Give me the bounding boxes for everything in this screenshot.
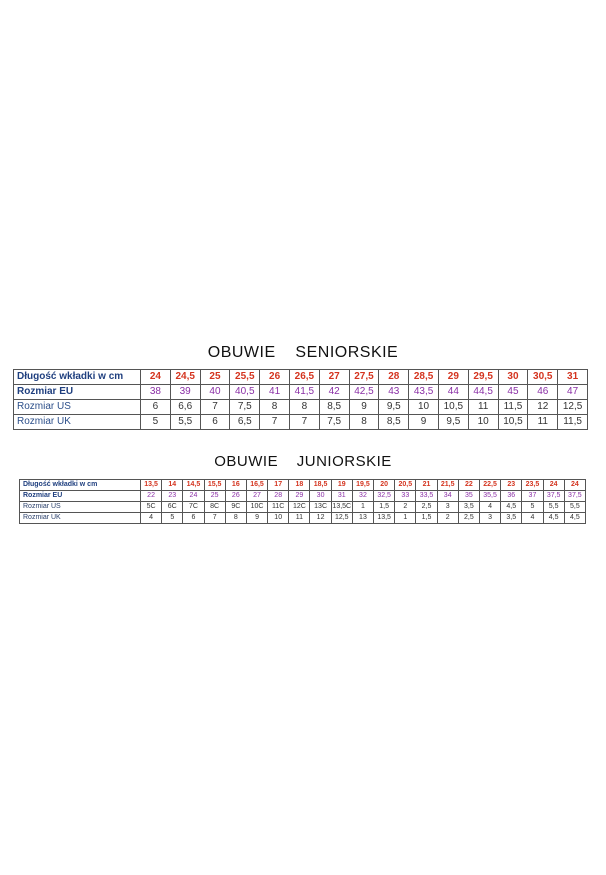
row-label: Długość wkładki w cm <box>14 370 141 385</box>
size-cell: 29 <box>438 370 468 385</box>
size-cell: 1,5 <box>416 513 437 524</box>
size-cell: 29 <box>289 491 310 502</box>
size-cell: 33 <box>395 491 416 502</box>
size-cell: 5 <box>141 415 171 430</box>
size-cell: 13C <box>310 502 331 513</box>
size-cell: 25,5 <box>230 370 260 385</box>
size-cell: 8,5 <box>379 415 409 430</box>
size-cell: 40,5 <box>230 385 260 400</box>
size-cell: 4,5 <box>501 502 522 513</box>
size-cell: 23,5 <box>522 480 543 491</box>
size-cell: 16 <box>225 480 246 491</box>
size-cell: 22 <box>140 491 161 502</box>
size-cell: 31 <box>558 370 588 385</box>
size-cell: 7 <box>260 415 290 430</box>
size-cell: 15,5 <box>204 480 225 491</box>
size-cell: 3 <box>479 513 500 524</box>
size-cell: 33,5 <box>416 491 437 502</box>
junior-uk-size-row <box>20 513 586 524</box>
size-cell: 6 <box>200 415 230 430</box>
junior-us-size-row <box>20 502 586 513</box>
size-cell: 29,5 <box>468 370 498 385</box>
size-cell: 10 <box>468 415 498 430</box>
senior-uk-size-row <box>14 415 588 430</box>
size-cell: 20 <box>374 480 395 491</box>
size-cell: 1,5 <box>374 502 395 513</box>
size-cell: 18 <box>289 480 310 491</box>
size-cell: 2,5 <box>458 513 479 524</box>
size-cell: 7 <box>200 400 230 415</box>
size-cell: 41,5 <box>289 385 319 400</box>
size-cell: 7C <box>183 502 204 513</box>
senior-section-title: OBUWIE SENIORSKIE <box>207 344 399 361</box>
size-cell: 28 <box>268 491 289 502</box>
size-cell: 22,5 <box>479 480 500 491</box>
size-cell: 10,5 <box>498 415 528 430</box>
row-label: Rozmiar US <box>14 400 141 415</box>
size-cell: 42,5 <box>349 385 379 400</box>
size-cell: 31 <box>331 491 352 502</box>
size-cell: 3 <box>437 502 458 513</box>
size-cell: 10,5 <box>438 400 468 415</box>
size-cell: 11,5 <box>498 400 528 415</box>
size-cell: 44 <box>438 385 468 400</box>
size-cell: 7 <box>289 415 319 430</box>
size-cell: 9,5 <box>438 415 468 430</box>
size-cell: 9,5 <box>379 400 409 415</box>
size-cell: 26 <box>225 491 246 502</box>
size-cell: 5C <box>140 502 161 513</box>
size-cell: 28,5 <box>409 370 439 385</box>
size-cell: 6C <box>162 502 183 513</box>
size-cell: 42 <box>319 385 349 400</box>
size-cell: 17 <box>268 480 289 491</box>
size-cell: 23 <box>501 480 522 491</box>
size-cell: 24 <box>183 491 204 502</box>
row-label: Rozmiar US <box>20 502 141 513</box>
size-cell: 28 <box>379 370 409 385</box>
junior-insole-length-row <box>20 480 586 491</box>
senior-insole-length-row <box>14 370 588 385</box>
size-cell: 18,5 <box>310 480 331 491</box>
size-cell: 9 <box>349 400 379 415</box>
size-cell: 5,5 <box>564 502 585 513</box>
size-cell: 27 <box>319 370 349 385</box>
size-cell: 3,5 <box>458 502 479 513</box>
size-cell: 23 <box>162 491 183 502</box>
size-cell: 8 <box>349 415 379 430</box>
size-cell: 8 <box>289 400 319 415</box>
row-label: Rozmiar EU <box>20 491 141 502</box>
size-cell: 3,5 <box>501 513 522 524</box>
junior-eu-size-row <box>20 491 586 502</box>
size-cell: 4 <box>479 502 500 513</box>
size-cell: 1 <box>395 513 416 524</box>
row-label: Rozmiar UK <box>14 415 141 430</box>
size-cell: 43,5 <box>409 385 439 400</box>
size-cell: 8,5 <box>319 400 349 415</box>
size-cell: 7 <box>204 513 225 524</box>
row-label: Rozmiar UK <box>20 513 141 524</box>
size-cell: 2 <box>395 502 416 513</box>
size-cell: 21 <box>416 480 437 491</box>
size-cell: 4,5 <box>543 513 564 524</box>
size-cell: 9 <box>409 415 439 430</box>
size-cell: 5,5 <box>543 502 564 513</box>
size-cell: 5 <box>162 513 183 524</box>
size-cell: 6 <box>183 513 204 524</box>
size-cell: 5,5 <box>170 415 200 430</box>
size-cell: 36 <box>501 491 522 502</box>
size-cell: 24 <box>543 480 564 491</box>
size-cell: 14 <box>162 480 183 491</box>
size-cell: 16,5 <box>246 480 267 491</box>
size-cell: 2 <box>437 513 458 524</box>
size-cell: 11 <box>289 513 310 524</box>
size-cell: 14,5 <box>183 480 204 491</box>
senior-us-size-row <box>14 400 588 415</box>
size-cell: 10C <box>246 502 267 513</box>
size-cell: 5 <box>522 502 543 513</box>
size-cell: 21,5 <box>437 480 458 491</box>
senior-eu-size-row <box>14 385 588 400</box>
size-cell: 30 <box>498 370 528 385</box>
size-cell: 43 <box>379 385 409 400</box>
size-cell: 24 <box>564 480 585 491</box>
size-cell: 8 <box>260 400 290 415</box>
size-cell: 13,5C <box>331 502 352 513</box>
size-cell: 12 <box>528 400 558 415</box>
size-cell: 38 <box>141 385 171 400</box>
row-label: Rozmiar EU <box>14 385 141 400</box>
size-cell: 8 <box>225 513 246 524</box>
size-cell: 4,5 <box>564 513 585 524</box>
size-cell: 25 <box>204 491 225 502</box>
size-cell: 9 <box>246 513 267 524</box>
size-cell: 4 <box>522 513 543 524</box>
size-cell: 40 <box>200 385 230 400</box>
size-cell: 10 <box>409 400 439 415</box>
size-cell: 26 <box>260 370 290 385</box>
size-cell: 8C <box>204 502 225 513</box>
size-cell: 45 <box>498 385 528 400</box>
size-cell: 11 <box>528 415 558 430</box>
size-cell: 19 <box>331 480 352 491</box>
size-cell: 34 <box>437 491 458 502</box>
junior-section-title: OBUWIE JUNIORSKIE <box>214 453 392 470</box>
size-cell: 12 <box>310 513 331 524</box>
size-cell: 35,5 <box>479 491 500 502</box>
size-cell: 20,5 <box>395 480 416 491</box>
size-cell: 19,5 <box>352 480 373 491</box>
size-cell: 30,5 <box>528 370 558 385</box>
size-cell: 32,5 <box>374 491 395 502</box>
size-cell: 24 <box>141 370 171 385</box>
size-cell: 13,5 <box>140 480 161 491</box>
size-cell: 1 <box>352 502 373 513</box>
size-cell: 37,5 <box>543 491 564 502</box>
size-cell: 27 <box>246 491 267 502</box>
size-cell: 13 <box>352 513 373 524</box>
size-cell: 7,5 <box>230 400 260 415</box>
size-cell: 12C <box>289 502 310 513</box>
size-cell: 39 <box>170 385 200 400</box>
size-cell: 10 <box>268 513 289 524</box>
size-cell: 6,5 <box>230 415 260 430</box>
size-cell: 30 <box>310 491 331 502</box>
size-cell: 13,5 <box>374 513 395 524</box>
size-cell: 26,5 <box>289 370 319 385</box>
size-cell: 27,5 <box>349 370 379 385</box>
size-cell: 24,5 <box>170 370 200 385</box>
size-cell: 22 <box>458 480 479 491</box>
size-cell: 35 <box>458 491 479 502</box>
senior-size-table <box>13 369 588 430</box>
size-cell: 11C <box>268 502 289 513</box>
junior-size-table <box>19 479 586 524</box>
size-cell: 11,5 <box>558 415 588 430</box>
size-cell: 32 <box>352 491 373 502</box>
size-cell: 2,5 <box>416 502 437 513</box>
size-cell: 46 <box>528 385 558 400</box>
size-cell: 12,5 <box>331 513 352 524</box>
size-cell: 6 <box>141 400 171 415</box>
size-cell: 37,5 <box>564 491 585 502</box>
size-cell: 9C <box>225 502 246 513</box>
size-cell: 7,5 <box>319 415 349 430</box>
size-cell: 11 <box>468 400 498 415</box>
size-cell: 25 <box>200 370 230 385</box>
size-cell: 44,5 <box>468 385 498 400</box>
size-cell: 4 <box>140 513 161 524</box>
size-cell: 6,6 <box>170 400 200 415</box>
size-cell: 37 <box>522 491 543 502</box>
size-cell: 41 <box>260 385 290 400</box>
size-cell: 47 <box>558 385 588 400</box>
size-cell: 12,5 <box>558 400 588 415</box>
row-label: Długość wkładki w cm <box>20 480 141 491</box>
